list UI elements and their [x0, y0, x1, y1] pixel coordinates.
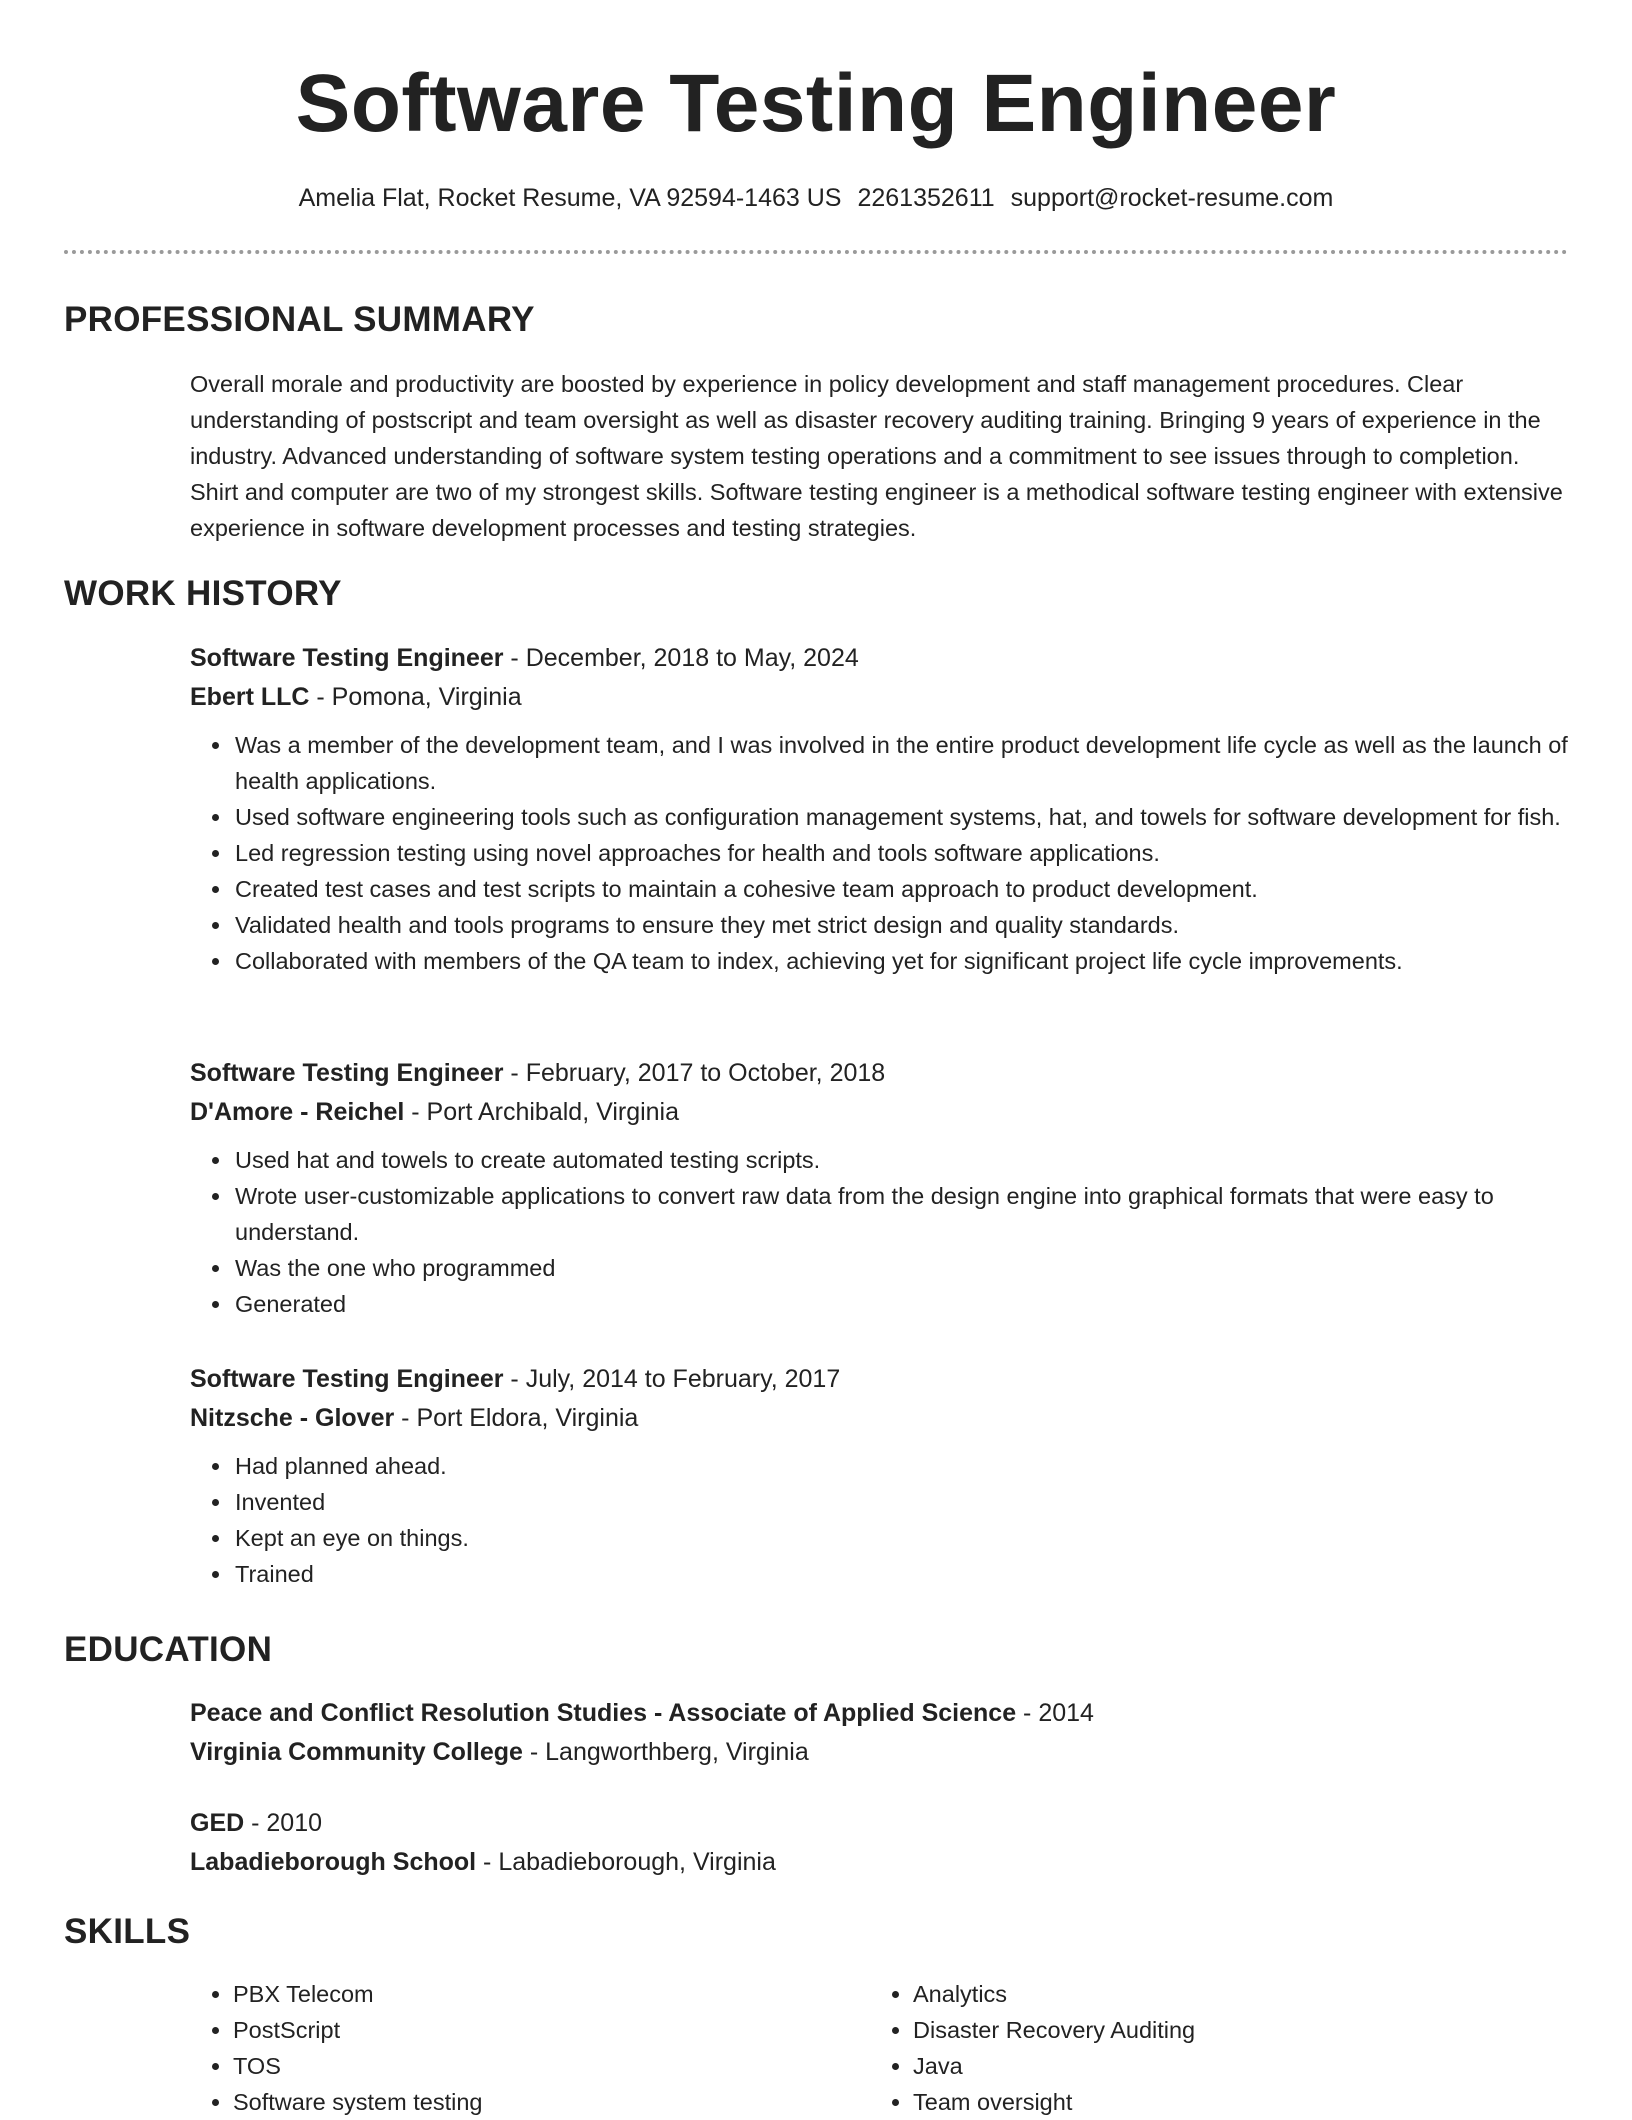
job-bullet: • Created test cases and test scripts to maintain a cohesive team approach to product development. [233, 871, 1570, 907]
job-dates: - December, 2018 to May, 2024 [503, 644, 859, 672]
section-title-education: EDUCATION [64, 1630, 273, 1669]
section-title-summary: PROFESSIONAL SUMMARY [64, 300, 535, 339]
header-divider [64, 250, 1568, 254]
company-location: - Port Eldora, Virginia [394, 1404, 639, 1432]
degree-line [190, 1804, 1570, 1843]
education-entry [190, 1694, 1570, 1772]
degree-year: - 2010 [244, 1809, 323, 1837]
school-location: - Langworthberg, Virginia [522, 1738, 809, 1766]
skill-item: • Java [913, 2048, 1195, 2084]
company-location: - Port Archibald, Virginia [404, 1098, 680, 1126]
job-bullets [190, 727, 1570, 979]
degree-year: - 2014 [1016, 1699, 1094, 1727]
job-dates: - February, 2017 to October, 2018 [503, 1059, 886, 1087]
job-bullet: • Was a member of the development team, and I was involved in the entire product development life cycle as well as the launch of health applications. [233, 727, 1570, 799]
job-bullet: • Used software engineering tools such as configuration management systems, hat, and towels for software development for fish. [233, 799, 1570, 835]
degree-line [190, 1694, 1570, 1733]
job-bullet: • Kept an eye on things. [233, 1520, 1570, 1556]
degree-name: Peace and Conflict Resolution Studies - Associate of Applied Science [190, 1699, 1017, 1727]
job-title: Software Testing Engineer [190, 644, 504, 672]
section-title-skills: SKILLS [64, 1912, 191, 1951]
work-entry [190, 639, 1570, 979]
education-entry [190, 1804, 1570, 1882]
contact-phone: 2261352611 [857, 184, 995, 212]
work-entry [190, 1054, 1570, 1322]
company-name: Ebert LLC [190, 683, 310, 711]
job-title-line [190, 1054, 1570, 1093]
skill-item: • Software system testing [233, 2084, 482, 2120]
skill-item: • Team oversight [913, 2084, 1195, 2120]
job-title-line [190, 1360, 1570, 1399]
job-title-line [190, 639, 1570, 678]
company-line [190, 1399, 1570, 1438]
resume-name-title: Software Testing Engineer [295, 58, 1337, 149]
skill-item: • PostScript [233, 2012, 482, 2048]
company-line [190, 678, 1570, 717]
job-bullet: • Used hat and towels to create automated testing scripts. [233, 1142, 1570, 1178]
job-bullet: • Was the one who programmed [233, 1250, 1570, 1286]
skill-item: • Disaster Recovery Auditing [913, 2012, 1195, 2048]
job-bullet: • Validated health and tools programs to ensure they met strict design and quality standards. [233, 907, 1570, 943]
job-bullets [190, 1142, 1570, 1322]
contact-address: Amelia Flat, Rocket Resume, VA 92594-1463 US [298, 184, 842, 212]
job-bullet: • Invented [233, 1484, 1570, 1520]
skill-item: • PBX Telecom [233, 1976, 482, 2012]
skills-column-left [190, 1976, 482, 2120]
job-bullet: • Led regression testing using novel approaches for health and tools software applications. [233, 835, 1570, 871]
contact-email[interactable]: support@rocket-resume.com [1010, 184, 1334, 212]
job-bullet: • Trained [233, 1556, 1570, 1592]
job-bullet: • Had planned ahead. [233, 1448, 1570, 1484]
skills-column-right [870, 1976, 1195, 2120]
company-location: - Pomona, Virginia [309, 683, 522, 711]
skill-item: • Analytics [913, 1976, 1195, 2012]
job-bullet: • Generated [233, 1286, 1570, 1322]
section-title-work-history: WORK HISTORY [64, 574, 342, 613]
company-name: D'Amore - Reichel [190, 1098, 405, 1126]
job-title: Software Testing Engineer [190, 1365, 504, 1393]
school-line [190, 1733, 1570, 1772]
school-name: Virginia Community College [190, 1738, 523, 1766]
work-entry [190, 1360, 1570, 1592]
job-bullets [190, 1448, 1570, 1592]
job-title: Software Testing Engineer [190, 1059, 504, 1087]
summary-text: Overall morale and productivity are boosted by experience in policy development and staff management procedures. Clear understanding of postscript and team oversight as well as disaster recovery auditing training. Bringing 9 years of experience in the industry. Advanced understanding of software system testing operations and a commitment to see issues through to completion. Shirt and computer are two of my strongest skills. Software testing engineer is a methodical software testing engineer with extensive experience in software development processes and testing strategies. [190, 371, 1563, 541]
skill-item: • TOS [233, 2048, 482, 2084]
job-bullet: • Collaborated with members of the QA team to index, achieving yet for significant project life cycle improvements. [233, 943, 1570, 979]
company-line [190, 1093, 1570, 1132]
school-name: Labadieborough School [190, 1848, 477, 1876]
contact-line [0, 180, 1632, 216]
school-line [190, 1843, 1570, 1882]
job-bullet: • Wrote user-customizable applications to convert raw data from the design engine into graphical formats that were easy to understand. [233, 1178, 1570, 1250]
company-name: Nitzsche - Glover [190, 1404, 395, 1432]
degree-name: GED [190, 1809, 245, 1837]
school-location: - Labadieborough, Virginia [476, 1848, 776, 1876]
job-dates: - July, 2014 to February, 2017 [503, 1365, 841, 1393]
